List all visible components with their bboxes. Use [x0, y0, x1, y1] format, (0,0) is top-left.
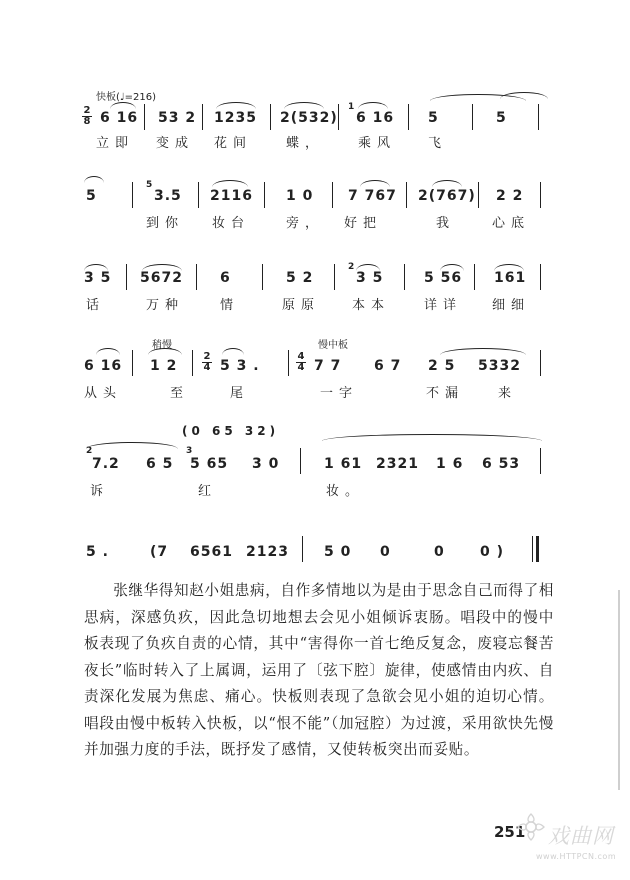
lyric: 心底: [492, 216, 531, 231]
bar-line: [472, 104, 473, 130]
watermark-brand: 戏曲网: [548, 824, 614, 848]
slur: [222, 348, 244, 355]
bar-line: [540, 448, 541, 474]
notes: 7 7: [314, 358, 342, 374]
slur: [84, 176, 104, 183]
lyric: 一字: [320, 386, 359, 401]
notes: 1235: [214, 110, 257, 126]
page-edge: [618, 590, 620, 790]
lyric: 到你: [146, 216, 185, 231]
bar-line: [264, 182, 265, 208]
tempo-marking: 快板(♩=216): [96, 92, 156, 103]
grace-note: 5: [146, 180, 154, 190]
time-signature: 4 4: [297, 351, 305, 373]
notes: 6 16: [84, 358, 123, 374]
notes: 1 61: [324, 456, 363, 472]
bar-line: [408, 104, 409, 130]
slur: [148, 348, 182, 355]
lyric: 旁，: [286, 216, 325, 231]
lyric: 原原: [282, 298, 321, 313]
lyric: 万种: [146, 298, 185, 313]
notes: 6: [220, 270, 231, 286]
bar-line: [262, 264, 263, 290]
notes: 5 56: [424, 270, 463, 286]
time-signature: 2 4: [203, 351, 211, 373]
tempo-marking: 稍慢: [152, 340, 172, 351]
bracket-notes: (0 65 32): [182, 424, 280, 438]
bar-line: [202, 104, 203, 130]
notes: 1 2: [150, 358, 178, 374]
notes: 5 65: [190, 456, 229, 472]
notes: 2116: [210, 188, 253, 204]
notes: 6 53: [482, 456, 521, 472]
slur: [500, 92, 548, 99]
slur: [358, 102, 388, 109]
slur: [110, 102, 136, 109]
bar-line: [126, 264, 127, 290]
bar-line: [196, 264, 197, 290]
notes: 2(532): [280, 110, 338, 126]
slur: [432, 180, 462, 187]
lyric: 妆台: [212, 216, 251, 231]
grace-note: 1: [348, 102, 356, 112]
slur: [86, 442, 178, 449]
bar-line: [406, 182, 407, 208]
notes: 2 5: [428, 358, 456, 374]
lyric: 至: [170, 386, 190, 401]
bar-line: [302, 536, 303, 562]
notes: 5 0: [324, 544, 352, 560]
notes: 3.5: [154, 188, 182, 204]
notes: 6 5: [146, 456, 174, 472]
notes: 3 5: [356, 270, 384, 286]
lyric: 花间: [214, 136, 253, 151]
bar-line: [300, 448, 301, 474]
score-line-5: [0, 420, 630, 530]
notes: 0: [380, 544, 391, 560]
lyric: 从头: [84, 386, 123, 401]
lyric: 话: [86, 298, 106, 313]
notes: 5 2: [286, 270, 314, 286]
lyric: 本本: [352, 298, 391, 313]
bar-line: [192, 350, 193, 376]
notes: 5: [428, 110, 439, 126]
notes: 7.2: [92, 456, 120, 472]
lyric: 来: [498, 386, 518, 401]
bar-line: [332, 182, 333, 208]
bar-line: [478, 182, 479, 208]
notes: 161: [494, 270, 527, 286]
notes: 0: [434, 544, 445, 560]
bar-line: [288, 350, 289, 376]
notes: 53 2: [158, 110, 197, 126]
notes: 6 7: [374, 358, 402, 374]
lyric: 不漏: [426, 386, 465, 401]
flower-logo-icon: [514, 810, 548, 844]
notes: (7: [150, 544, 169, 560]
lyric: 妆。: [326, 484, 365, 499]
bar-line: [474, 264, 475, 290]
slur: [284, 102, 324, 109]
notes: 7 767: [348, 188, 397, 204]
lyric: 尾: [230, 386, 250, 401]
bar-line: [404, 264, 405, 290]
lyric: 情: [220, 298, 240, 313]
bar-line: [132, 182, 133, 208]
slur: [96, 348, 120, 355]
notes: 1 6: [436, 456, 464, 472]
notes: 1 0: [286, 188, 314, 204]
tempo-marking: 慢中板: [318, 340, 348, 351]
notes: 2123: [246, 544, 289, 560]
lyric: 飞: [428, 136, 448, 151]
watermark: [514, 810, 630, 870]
final-bar-line: [532, 536, 533, 562]
slur: [360, 180, 390, 187]
notes: 5672: [140, 270, 183, 286]
bar-line: [132, 350, 133, 376]
slur: [440, 348, 526, 355]
lyric: 蝶，: [286, 136, 325, 151]
lyric: 乘风: [358, 136, 397, 151]
notes: 2(767): [418, 188, 476, 204]
lyric: 变成: [156, 136, 195, 151]
notes: 5 3 .: [220, 358, 260, 374]
lyric: 好把: [344, 216, 383, 231]
bar-line: [338, 104, 339, 130]
notes: 2 2: [496, 188, 524, 204]
grace-note: 3: [186, 446, 194, 456]
lyric: 详详: [424, 298, 463, 313]
notes: 6561: [190, 544, 233, 560]
slur: [322, 434, 542, 441]
bar-line: [540, 264, 541, 290]
bar-line: [144, 104, 145, 130]
bar-line: [198, 182, 199, 208]
notes: 5332: [478, 358, 521, 374]
lyric: 我: [436, 216, 456, 231]
bar-line: [270, 104, 271, 130]
bar-line: [540, 182, 541, 208]
notes: 6 16: [100, 110, 139, 126]
grace-note: 2: [86, 446, 94, 456]
lyric: 细细: [492, 298, 531, 313]
page-number: 251: [494, 823, 526, 841]
watermark-url: www.HTTPCN.com: [536, 852, 617, 861]
lyric: 红: [198, 484, 218, 499]
bar-line: [538, 104, 539, 130]
notes: 5 .: [86, 544, 109, 560]
final-bar-line-thick: [536, 536, 539, 562]
slur: [216, 102, 256, 109]
slur: [212, 180, 248, 187]
bar-line: [334, 264, 335, 290]
commentary-text: 张继华得知赵小姐患病，自作多情地以为是由于思念自己而得了相思病，深感负疚，因此急切地想去会见小姐倾诉衷肠。唱段中的慢中板表现了负疚自责的心情，其中“害得你一首七绝反复念，废寝忘餐苦夜长”临时转入了上属调，运用了〔弦下腔〕旋律，使感情由内疚、自责深化发展为焦虑、痛心。快板则表现了急欲会见小姐的迫切心情。唱段由慢中板转入快板，以“恨不能”（加冠腔）为过渡，采用欲快先慢并加强力度的手法，既抒发了感情，又使转板突出而妥贴。: [84, 582, 554, 758]
notes: 5: [86, 188, 97, 204]
lyric: 立即: [96, 136, 135, 151]
notes: 5: [496, 110, 507, 126]
time-signature: 2 8: [83, 105, 91, 127]
bar-line: [540, 350, 541, 376]
notes: 0 ): [480, 544, 505, 560]
grace-note: 2: [348, 262, 356, 272]
lyric: 诉: [90, 484, 110, 499]
notes: 3 0: [252, 456, 280, 472]
notes: 6 16: [356, 110, 395, 126]
notes: 3 5: [84, 270, 112, 286]
notes: 2321: [376, 456, 419, 472]
